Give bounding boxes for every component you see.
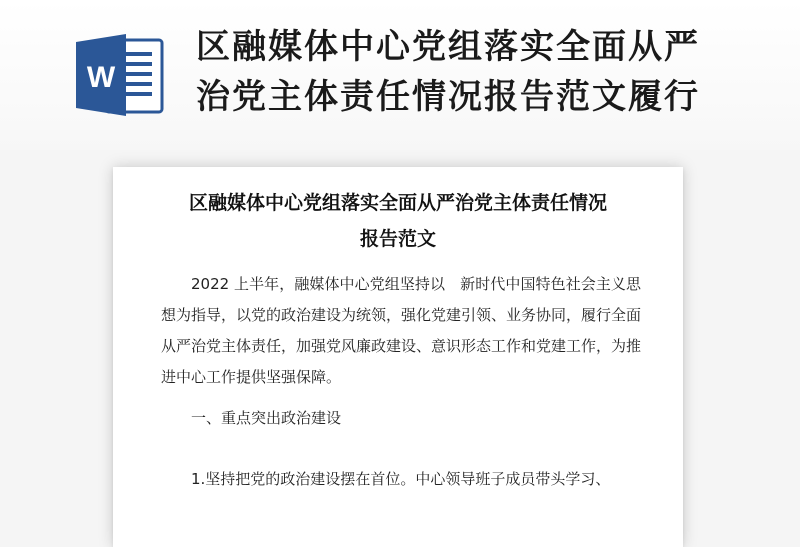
svg-text:W: W <box>86 61 116 94</box>
preview-banner <box>0 0 800 150</box>
document-title <box>113 185 683 257</box>
document-page <box>113 167 683 547</box>
banner-title <box>196 22 786 122</box>
intro-paragraph: 2022 上半年，融媒体中心党组坚持以 新时代中国特色社会主义思想为指导，以党的政治建设为统领，强化党建引领、业务协同，履行全面从严治党主体责任，加强党风廉政建设、意识形态工作和党建工作，为推进中心工作提供坚强保障。 <box>161 275 642 386</box>
list-item: 1.坚持把党的政治建设摆在首位。中心领导班子成员带头学习、 <box>191 470 611 488</box>
document-title-line-2: 报告范文 <box>359 228 436 250</box>
banner-title-line-1: 区融媒体中心党组落实全面从严 <box>196 27 700 67</box>
document-body <box>161 269 641 495</box>
word-document-icon <box>76 32 164 118</box>
banner-title-line-2: 治党主体责任情况报告范文履行 <box>196 77 700 117</box>
section-heading: 一、重点突出政治建设 <box>191 409 342 427</box>
document-title-line-1: 区融媒体中心党组落实全面从严治党主体责任情况 <box>188 192 607 214</box>
